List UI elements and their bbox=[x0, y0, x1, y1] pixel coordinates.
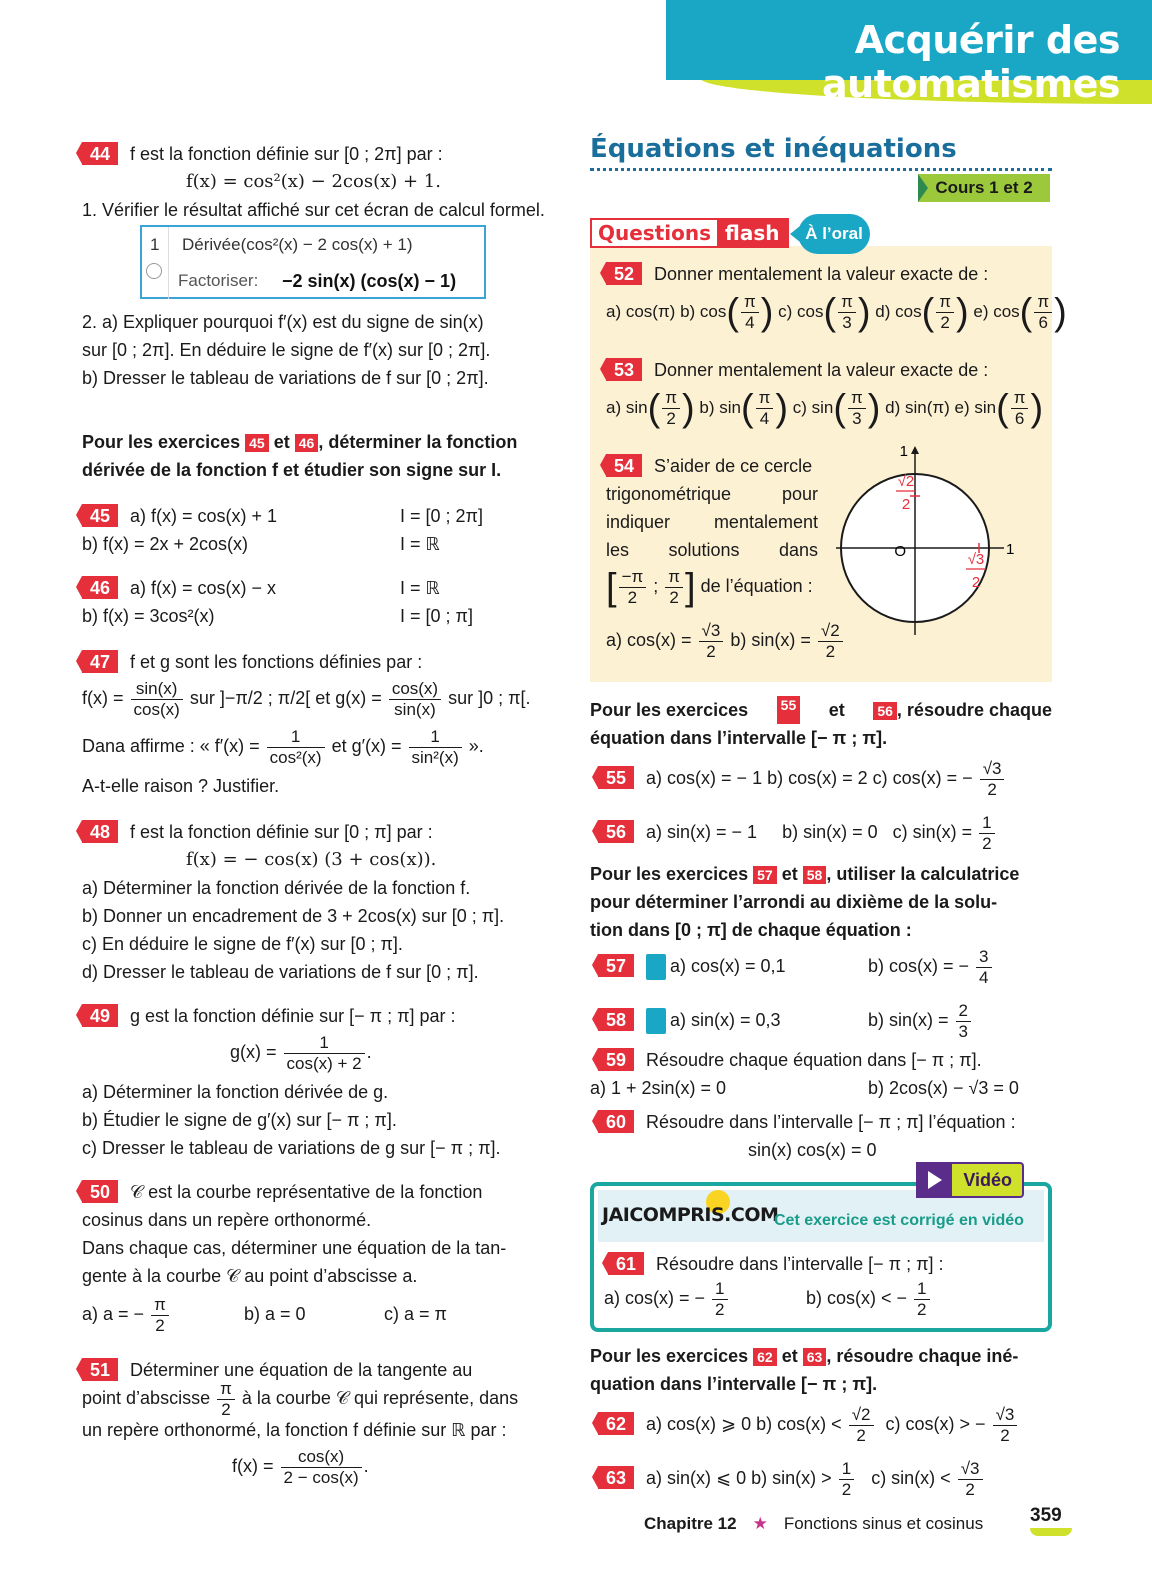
instructions-57-58: Pour les exercices 57 et 58 , utiliser la calculatrice pour déterminer l’arrondi au dixième de la solu- tion dans [0 ; π] de chaque équation : bbox=[590, 864, 1020, 940]
exercise-number: 49 bbox=[82, 1004, 118, 1027]
exercise-57: 57 a) cos(x) = 0,1 bbox=[598, 944, 786, 988]
item-a: a) Déterminer la fonction dérivée de g. bbox=[82, 1082, 389, 1102]
exercise-55: 55 a) cos(x) = − 1 b) cos(x) = 2 c) cos(x) = − $\frac{√3}{2}$ bbox=[598, 756, 1006, 800]
footer bbox=[644, 1514, 983, 1534]
calculator-icon bbox=[646, 954, 666, 980]
instructions-62-63: Pour les exercices 62 et 63 , résoudre chaque iné- quation dans l’intervalle [− π ; π]. bbox=[590, 1346, 1019, 1394]
course-reference-tag: Cours 1 et 2 bbox=[918, 174, 1050, 202]
item-a: a) a = − $\frac{\pi}{2}$ bbox=[82, 1292, 171, 1336]
exercise-number: 45 bbox=[82, 504, 118, 527]
interval: I = ℝ bbox=[400, 578, 440, 598]
instructions-55-56: Pour les exercices 55 et 56 , résoudre chaque équation dans l’intervalle [− π ; π]. bbox=[590, 697, 1052, 748]
exercise-54 bbox=[606, 452, 812, 480]
sqrt3-numerator: √3 bbox=[967, 551, 985, 568]
item-c: c) a = π bbox=[384, 1304, 447, 1324]
exercise-60: 60 Résoudre dans l’intervalle [− π ; π] l’équation : bbox=[598, 1108, 1016, 1136]
exercise-59: 59 Résoudre chaque équation dans [− π ; π]. bbox=[598, 1046, 982, 1074]
exercise-46 bbox=[82, 574, 276, 602]
ref-number: 46 bbox=[295, 434, 319, 452]
exercise-statement: g est la fonction définie sur [− π ; π] par : bbox=[130, 1006, 456, 1026]
ref-number: 63 bbox=[803, 1348, 827, 1366]
exercise-statement: Déterminer une équation de la tangente au bbox=[130, 1360, 473, 1380]
x-unit-label: 1 bbox=[1006, 541, 1015, 558]
instructions-45-46: Pour les exercices 45 et 46 , déterminer la fonction dérivée de la fonction f et étudier son signe sur I. bbox=[82, 432, 518, 480]
exercise-number: 62 bbox=[598, 1412, 634, 1435]
question-2a: 2. a) Expliquer pourquoi f′(x) est du signe de sin(x) bbox=[82, 312, 484, 332]
exercise-statement: trigonométrique pour bbox=[606, 484, 818, 504]
origin-label: O bbox=[894, 543, 906, 560]
exercise-statement: un repère orthonormé, la fonction f définie sur ℝ par : bbox=[82, 1420, 507, 1440]
calculator-icon bbox=[646, 1008, 666, 1034]
exercise-statement: point d’abscisse $\frac{\pi}{2}$ à la courbe 𝒞 qui représente, dans bbox=[82, 1378, 519, 1419]
chapter-title: Fonctions sinus et cosinus bbox=[783, 1514, 984, 1533]
interval: I = [0 ; π] bbox=[400, 606, 473, 626]
chapter-label: Chapitre 12 bbox=[644, 1514, 737, 1533]
item-b: b) cos(x) = − $\frac{3}{4}$ bbox=[868, 944, 994, 988]
exercise-number: 46 bbox=[82, 576, 118, 599]
exercise-number: 55 bbox=[598, 766, 634, 789]
trigonometric-circle bbox=[836, 440, 1046, 640]
ref-number: 55 bbox=[777, 696, 801, 724]
exercise-number: 52 bbox=[606, 262, 642, 285]
play-icon bbox=[916, 1162, 952, 1198]
exercise-statement: les solutions dans bbox=[606, 540, 818, 560]
item-a: a) f(x) = cos(x) + 1 bbox=[130, 506, 278, 526]
exercise-number: 48 bbox=[82, 820, 118, 843]
exercise-number: 50 bbox=[82, 1180, 118, 1203]
interval: I = [0 ; 2π] bbox=[400, 506, 483, 526]
function-definition: f(x) = $\frac{\cos(x)}{2 - \cos(x)}$ . bbox=[232, 1446, 369, 1487]
y-axis-arrow bbox=[911, 446, 919, 454]
ref-number: 56 bbox=[873, 702, 897, 720]
exercise-48 bbox=[82, 818, 433, 846]
exercise-number: 56 bbox=[598, 820, 634, 843]
exercise-56: 56 a) sin(x) = − 1 b) sin(x) = 0 c) sin(x) = $\frac{1}{2}$ bbox=[598, 810, 997, 854]
item-a: a) cos(x) = − $\frac{1}{2}$ bbox=[604, 1276, 730, 1320]
item-a: a) f(x) = cos(x) − x bbox=[130, 578, 277, 598]
exercise-number: 54 bbox=[606, 454, 642, 477]
items-54: a) cos(x) = $\frac{√3}{2}$ b) sin(x) = $\frac{√2}{2}$ bbox=[606, 618, 845, 662]
exercise-number: 44 bbox=[82, 142, 118, 165]
item-a: a) 1 + 2sin(x) = 0 bbox=[590, 1078, 727, 1098]
exercise-49 bbox=[82, 1002, 456, 1030]
exercise-statement: Dans chaque cas, déterminer une équation de la tan- bbox=[82, 1238, 507, 1258]
exercise-statement: S’aider de ce cercle bbox=[654, 456, 813, 476]
cas-input: Dérivée(cos²(x) − 2 cos(x) + 1) bbox=[182, 235, 413, 254]
exercise-number: 63 bbox=[598, 1466, 634, 1489]
equation: sin(x) cos(x) = 0 bbox=[748, 1140, 877, 1160]
exercise-statement: f et g sont les fonctions définies par : bbox=[130, 652, 423, 672]
item-a: a) Déterminer la fonction dérivée de la fonction f. bbox=[82, 878, 471, 898]
exercise-52 bbox=[606, 260, 988, 288]
exercise-number: 58 bbox=[598, 1008, 634, 1031]
question-1: 1. Vérifier le résultat affiché sur cet écran de calcul formel. bbox=[82, 200, 545, 220]
item-c: c) En déduire le signe de f′(x) sur [0 ; π]. bbox=[82, 934, 403, 954]
exercise-62: 62 a) cos(x) ⩾ 0 b) cos(x) < $\frac{√2}{2}$ c) cos(x) > − $\frac{√3}{2}$ bbox=[598, 1402, 1019, 1446]
ref-number: 58 bbox=[803, 866, 827, 884]
exercise-44 bbox=[82, 140, 552, 168]
exercise-47 bbox=[82, 648, 422, 676]
star-icon: ★ bbox=[752, 1514, 768, 1533]
interval-statement: [ $\frac{-\pi}{2}$ ; $\frac{\pi}{2}$ ] de l’équation : bbox=[606, 566, 813, 609]
exercise-number: 61 bbox=[608, 1252, 644, 1275]
exercise-statement: 𝒞 est la courbe représentative de la fonction bbox=[130, 1182, 483, 1202]
cas-line-number: 1 bbox=[150, 235, 160, 254]
exercise-number: 53 bbox=[606, 358, 642, 381]
item-b: b) sin(x) = $\frac{2}{3}$ bbox=[868, 998, 973, 1042]
exercise-61: 61 Résoudre dans l’intervalle [− π ; π] : bbox=[608, 1250, 944, 1278]
exercise-statement: f est la fonction définie sur [0 ; π] par : bbox=[130, 822, 433, 842]
question: A-t-elle raison ? Justifier. bbox=[82, 776, 280, 796]
function-definition: f(x) = − cos(x) (3 + cos(x)). bbox=[186, 849, 437, 870]
oral-badge: À l’oral bbox=[798, 214, 870, 254]
item-b: b) Donner un encadrement de 3 + 2cos(x) sur [0 ; π]. bbox=[82, 906, 505, 926]
page-title: Acquérir des automatismes bbox=[822, 18, 1120, 106]
exercise-63: 63 a) sin(x) ⩽ 0 b) sin(x) > $\frac{1}{2}$ c) sin(x) < $\frac{√3}{2}$ bbox=[598, 1456, 985, 1500]
item-b: b) f(x) = 3cos²(x) bbox=[82, 606, 215, 626]
exercise-number: 60 bbox=[598, 1110, 634, 1133]
sqrt3-denominator: 2 bbox=[971, 574, 981, 591]
function-definition: g(x) = $\frac{1}{\cos(x) + 2}$ . bbox=[230, 1032, 372, 1073]
question-2b: b) Dresser le tableau de variations de f sur [0 ; 2π]. bbox=[82, 368, 489, 388]
exercise-statement: Donner mentalement la valeur exacte de : bbox=[654, 264, 989, 284]
exercise-53 bbox=[606, 356, 988, 384]
questions-flash-label: Questions flash bbox=[590, 218, 789, 248]
function-definitions: f(x) = $\frac{\sin(x)}{\cos(x)}$ sur ]−π/2 ; π/2[ et g(x) = $\frac{\cos(x)}{\sin(x)}$ sur ]0 ; π[. bbox=[82, 678, 531, 719]
ref-number: 45 bbox=[245, 434, 269, 452]
cas-result: −2 sin(x) (cos(x) − 1) bbox=[282, 271, 457, 291]
items-53: a) sin( $\frac{\pi}{2}$ ) b) sin( $\frac{\pi}{4}$ ) c) sin( $\frac{\pi}{3}$ ) d) sin(π) e) sin( $\frac{\pi}{6}$ ) bbox=[606, 387, 1044, 430]
ref-number: 57 bbox=[753, 866, 777, 884]
section-title: Équations et inéquations bbox=[590, 134, 957, 164]
exercise-statement: gente à la courbe 𝒞 au point d’abscisse a. bbox=[82, 1266, 418, 1286]
cas-screenshot bbox=[140, 225, 486, 299]
interval: I = ℝ bbox=[400, 534, 440, 554]
item-b: b) cos(x) < − $\frac{1}{2}$ bbox=[806, 1276, 932, 1320]
exercise-number: 51 bbox=[82, 1358, 118, 1381]
question-2a-cont: sur [0 ; 2π]. En déduire le signe de f′(x) sur [0 ; 2π]. bbox=[82, 340, 491, 360]
page-number-accent bbox=[1030, 1528, 1072, 1536]
sqrt2-denominator: 2 bbox=[901, 496, 911, 513]
radio-icon bbox=[146, 263, 162, 279]
dana-statement: Dana affirme : « f′(x) = $\frac{1}{\text{cos²(x)}}$ et g′(x) = $\frac{1}{\text{sin²(x)}}$ ». bbox=[82, 726, 484, 767]
item-b: b) f(x) = 2x + 2cos(x) bbox=[82, 534, 249, 554]
ref-number: 62 bbox=[753, 1348, 777, 1366]
item-c: c) Dresser le tableau de variations de g sur [− π ; π]. bbox=[82, 1138, 501, 1158]
dotted-divider bbox=[590, 168, 1052, 171]
exercise-number: 57 bbox=[598, 954, 634, 977]
exercise-number: 59 bbox=[598, 1048, 634, 1071]
item-d: d) Dresser le tableau de variations de f sur [0 ; π]. bbox=[82, 962, 479, 982]
brand-logo: JAICOMPRIS.COM bbox=[602, 1204, 779, 1226]
exercise-number: 47 bbox=[82, 650, 118, 673]
y-unit-label: 1 bbox=[899, 443, 908, 460]
exercise-50 bbox=[82, 1178, 482, 1206]
function-definition: f(x) = cos²(x) − 2cos(x) + 1. bbox=[186, 171, 441, 192]
exercise-statement: indiquer mentalement bbox=[606, 512, 818, 532]
exercise-statement: Donner mentalement la valeur exacte de : bbox=[654, 360, 989, 380]
items-52: a) cos(π) b) cos( $\frac{\pi}{4}$ ) c) cos( $\frac{\pi}{3}$ ) d) cos( $\frac{\pi}{2}$ ) e) cos( $\frac{\pi}{6}$ ) bbox=[606, 291, 1067, 334]
video-note: Cet exercice est corrigé en vidéo bbox=[774, 1212, 1024, 1229]
item-b: b) a = 0 bbox=[244, 1304, 306, 1324]
video-button[interactable]: Vidéo bbox=[916, 1162, 1024, 1198]
cas-factor-label: Factoriser: bbox=[178, 271, 259, 290]
exercise-58: 58 a) sin(x) = 0,3 bbox=[598, 998, 781, 1042]
item-b: b) 2cos(x) − √3 = 0 bbox=[868, 1078, 1019, 1098]
page-number: 359 bbox=[1030, 1505, 1062, 1526]
sqrt2-numerator: √2 bbox=[897, 473, 915, 490]
exercise-statement: f est la fonction définie sur [0 ; 2π] par : bbox=[130, 144, 443, 164]
exercise-statement: cosinus dans un repère orthonormé. bbox=[82, 1210, 372, 1230]
exercise-45 bbox=[82, 502, 277, 530]
item-b: b) Étudier le signe de g′(x) sur [− π ; π]. bbox=[82, 1110, 397, 1130]
cas-divider bbox=[168, 227, 169, 299]
